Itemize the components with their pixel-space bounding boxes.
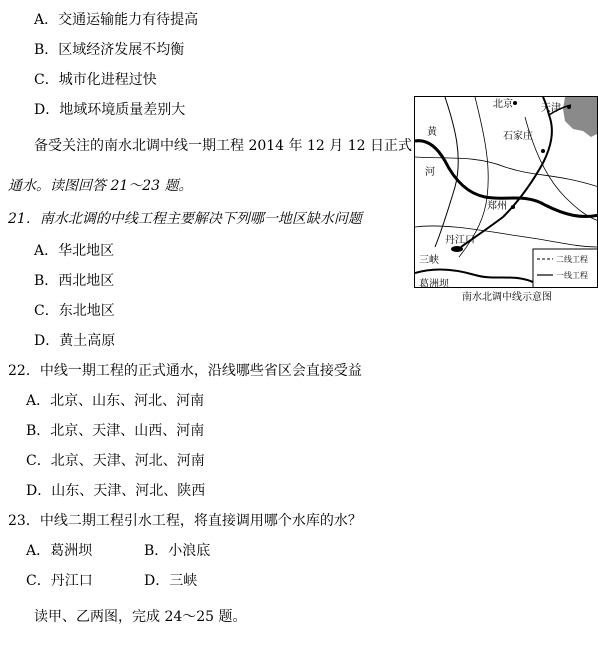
label-sanxia: 三峡 <box>419 255 439 266</box>
q21-option-a: A．华北地区 <box>34 243 115 259</box>
legend-phase2-label: 二线工程 <box>556 255 588 264</box>
label-zhengzhou: 郑州 <box>487 201 507 212</box>
q23-option-d: D．三峡 <box>144 573 198 589</box>
boundary-line <box>459 97 488 257</box>
south-north-water-diversion-map <box>414 96 598 288</box>
q22-stem: 22．中线一期工程的正式通水，沿线哪些省区会直接受益 <box>8 363 362 379</box>
q20-option-a: A．交通运输能力有待提高 <box>34 12 199 28</box>
q23-stem: 23．中线二期工程引水工程，将直接调用哪个水库的水？ <box>8 513 362 529</box>
canal-phase1 <box>461 97 552 247</box>
q21-stem: 21．南水北调的中线工程主要解决下列哪一地区缺水问题 <box>8 211 362 227</box>
q21-option-b: B．西北地区 <box>34 273 115 289</box>
label-shijiazhuang: 石家庄 <box>503 131 533 142</box>
legend-phase1-label: 一线工程 <box>556 271 588 280</box>
intro-line-1: 备受关注的南水北调中线一期工程 2014 年 12 月 12 日正式 <box>34 138 412 154</box>
label-danjiangkou: 丹江口 <box>445 235 475 246</box>
boundary-line <box>415 157 598 187</box>
label-beijing: 北京 <box>493 99 513 110</box>
danjiangkou-reservoir <box>451 246 463 252</box>
beijing-dot <box>513 101 517 105</box>
q22-option-c: C．北京、天津、河北、河南 <box>26 453 205 469</box>
q23-option-c: C．丹江口 <box>26 573 93 589</box>
boundary-line <box>435 97 458 247</box>
q22-option-d: D．山东、天津、河北、陕西 <box>26 483 206 499</box>
tianjin-dot <box>567 105 571 109</box>
label-tianjin: 天津 <box>541 103 561 114</box>
q23-option-a: A．葛洲坝 <box>26 543 93 559</box>
map-caption: 南水北调中线示意图 <box>462 292 552 303</box>
label-huang: 黄 <box>427 127 437 138</box>
map-drawing <box>415 97 598 288</box>
label-gezhouba: 葛洲坝 <box>419 279 449 289</box>
q20-option-d: D．地域环境质量差别大 <box>34 102 186 118</box>
label-he: 河 <box>425 167 435 178</box>
sea-area <box>563 97 598 137</box>
q23-option-b: B．小浪底 <box>144 543 211 559</box>
q21-option-d: D．黄土高原 <box>34 333 116 349</box>
q22-option-a: A．北京、山东、河北、河南 <box>26 393 205 409</box>
shijiazhuang-dot <box>541 149 545 153</box>
q20-option-b: B．区域经济发展不均衡 <box>34 42 185 58</box>
instruction-24-25: 读甲、乙两图，完成 24～25 题。 <box>34 609 247 625</box>
zhengzhou-dot <box>511 205 515 209</box>
q21-option-c: C．东北地区 <box>34 303 115 319</box>
q22-option-b: B．北京、天津、山西、河南 <box>26 423 205 439</box>
intro-line-2: 通水。读图回答 21～23 题。 <box>8 178 193 194</box>
q20-option-c: C．城市化进程过快 <box>34 72 157 88</box>
boundary-line <box>415 226 598 247</box>
